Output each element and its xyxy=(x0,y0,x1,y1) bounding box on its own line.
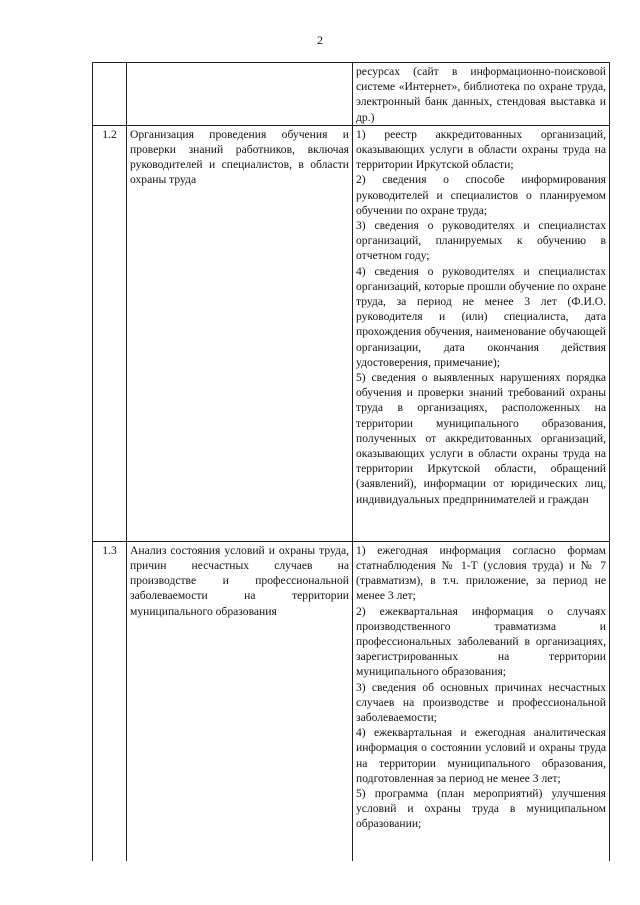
row-info xyxy=(353,125,610,541)
info-item: 1) реестр аккредитованных организаций, оказывающих услуги в области охраны труда на территории Иркутской области; xyxy=(356,127,606,172)
row-name: Организация проведения обучения и проверки знаний работников, включая руководителей и специалистов, в области охраны труда xyxy=(127,125,353,541)
info-item: 4) ежеквартальная и ежегодная аналитическая информация о состоянии условий и охраны труда на территории муниципального образования, подготовленная за период не менее 3 лет; xyxy=(356,726,606,785)
table-row xyxy=(93,125,610,541)
info-item: ресурсах (сайт в информационно-поисковой системе «Интернет», библиотека по охране труда, электронный банк данных, стендовая выставка и др.) xyxy=(356,65,606,124)
table-row xyxy=(93,541,610,861)
row-name xyxy=(127,63,353,126)
row-info xyxy=(353,63,610,126)
info-item: 3) сведения об основных причинах несчастных случаев на производстве и профессиональной заболеваемости; xyxy=(356,680,606,725)
page-number: 2 xyxy=(317,33,323,47)
info-item: 5) программа (план мероприятий) улучшения условий и охраны труда в муниципальном образовании; xyxy=(356,787,606,831)
info-item: 5) сведения о выявленных нарушениях порядка обучения и проверки знаний требований охраны труда в организациях, расположенных на территории муниципального образования, полученных от аккредитованных организаций, оказывающих услуги в области охраны труда на территории Иркутской области, обращений (заявлений), информации от юридических лиц, индивидуальных предпринимателей и граждан xyxy=(356,371,606,506)
info-item: 2) сведения о способе информирования руководителей и специалистов о планируемом обучении по охране труда; xyxy=(356,173,606,217)
info-item: 3) сведения о руководителях и специалистах организаций, планируемых к обучению в отчетном году; xyxy=(356,219,606,263)
row-info xyxy=(353,541,610,861)
info-item: 4) сведения о руководителях и специалистах организаций, которые прошли обучение по охране труда, за период не менее 3 лет (Ф.И.О. руководителя и (или) специалиста, дата прохождения обучения, наименование обучающей организации, дата окончания действия удостоверения, примечание); xyxy=(356,264,606,369)
row-name: Анализ состояния условий и охраны труда, причин несчастных случаев на производстве и профессиональной заболеваемости на территории муниципального образования xyxy=(127,541,353,861)
row-number: 1.2 xyxy=(93,125,127,541)
info-item: 2) ежеквартальная информация о случаях производственного травматизма и профессиональных заболеваний в организациях, зарегистрированных на территории муниципального образования; xyxy=(356,604,606,679)
info-item: 1) ежегодная информация согласно формам статнаблюдения № 1-Т (условия труда) и № 7 (травматизм), в т.ч. приложение, за период не менее 3 лет; xyxy=(356,543,606,603)
table-row xyxy=(93,63,610,126)
info-table xyxy=(92,62,610,861)
row-number xyxy=(93,63,127,126)
row-number: 1.3 xyxy=(93,541,127,861)
